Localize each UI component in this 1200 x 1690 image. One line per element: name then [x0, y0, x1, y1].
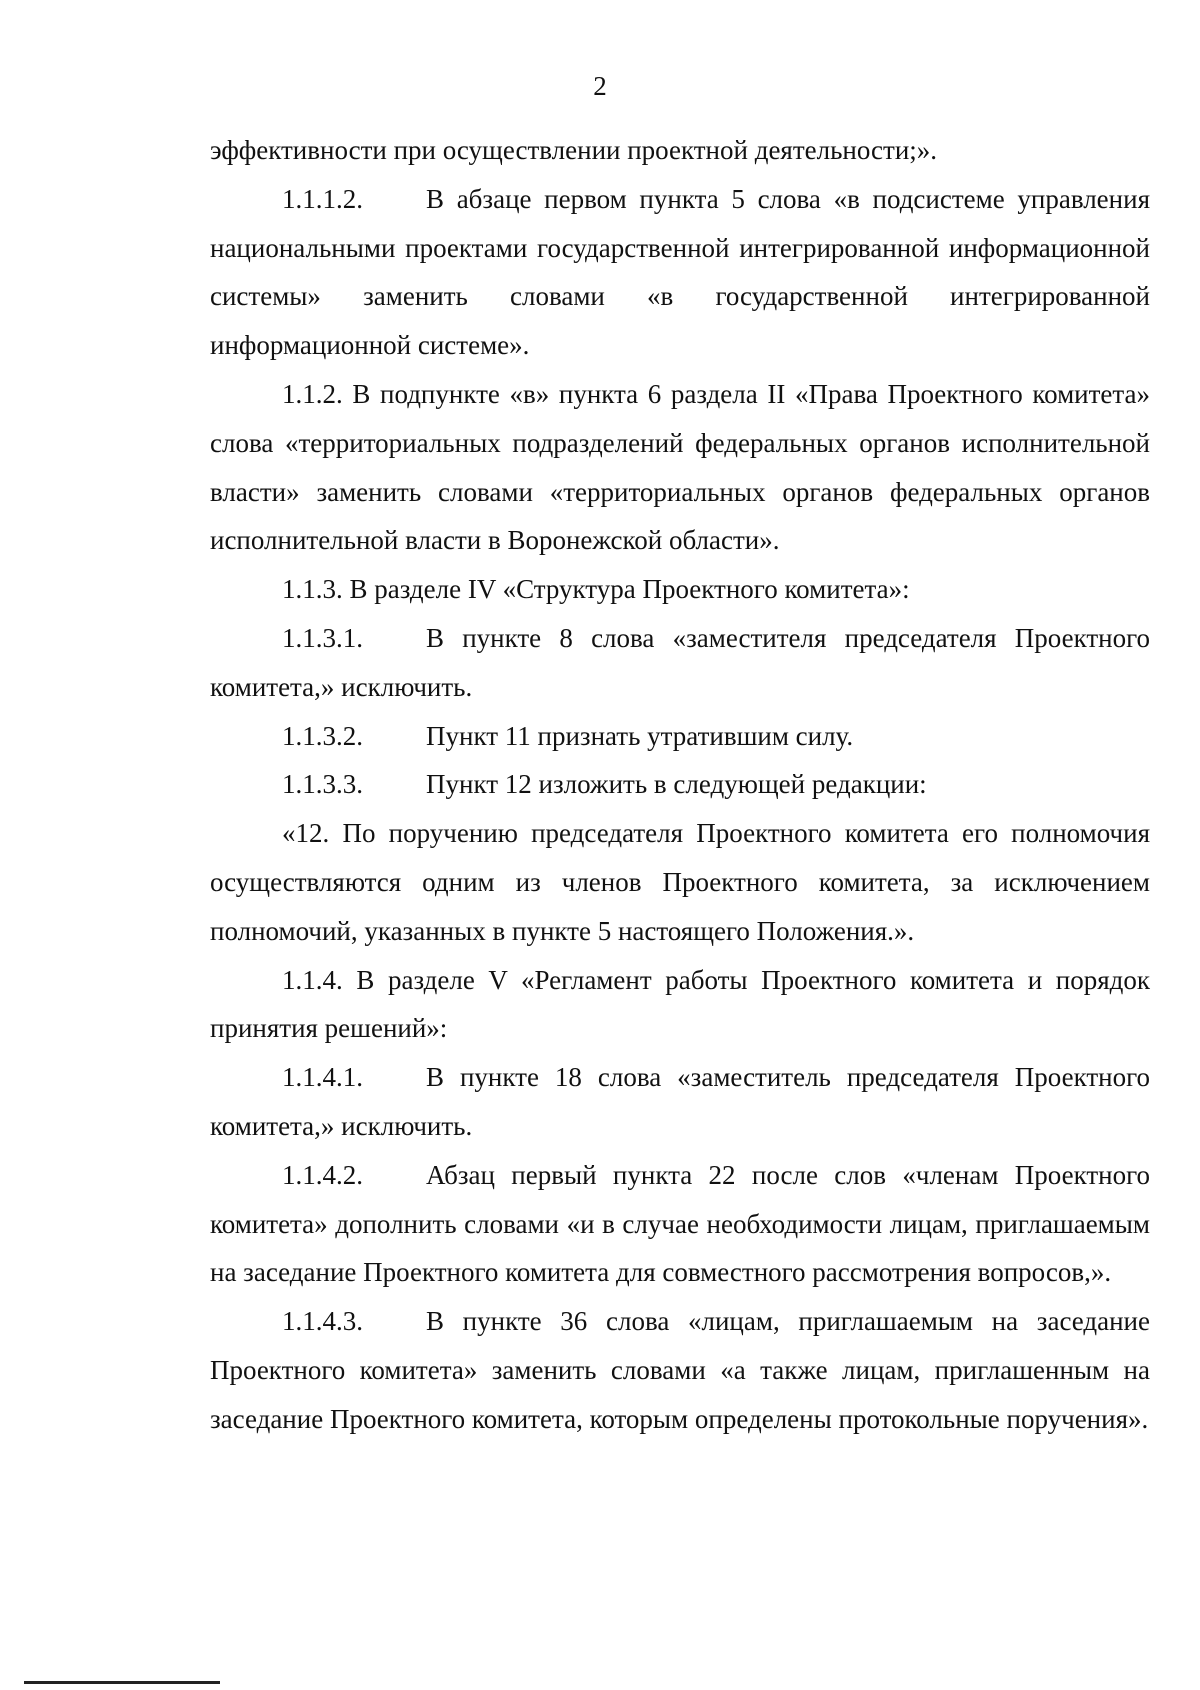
- paragraph-1-1-4: 1.1.4. В разделе V «Регламент работы Проектного комитета и порядок принятия решений»:: [210, 964, 1150, 1044]
- clause-text: В пункте 18 слова «заместитель председателя Проектного комитета,» исключить.: [210, 1062, 1150, 1141]
- clause-text: Пункт 12 изложить в следующей редакции:: [426, 769, 927, 800]
- clause-text: В пункте 36 слова «лицам, приглашаемым на заседание Проектного комитета» заменить словами «а также лицам, приглашенным на заседание Проектного комитета, которым определены протокольные поручения».: [210, 1306, 1150, 1434]
- document-body: [210, 126, 1150, 1444]
- clause-number: 1.1.1.2.: [282, 183, 363, 214]
- paragraph-1-1-4-3: [210, 1297, 1150, 1443]
- paragraph-1-1-3-3: [210, 760, 1150, 809]
- clause-text: Абзац первый пункта 22 после слов «членам Проектного комитета» дополнить словами «и в случае необходимости лицам, приглашаемым на заседание Проектного комитета для совместного рассмотрения вопросов,».: [210, 1159, 1150, 1288]
- paragraph-quoted-item-12: «12. По поручению председателя Проектного комитета его полномочия осуществляются одним из членов Проектного комитета, за исключением полномочий, указанных в пункте 5 настоящего Положения.».: [210, 818, 1150, 946]
- clause-number: 1.1.4.1.: [282, 1062, 363, 1093]
- clause-text: Пункт 11 признать утратившим силу.: [426, 720, 854, 751]
- clause-number: 1.1.4.2.: [282, 1159, 363, 1190]
- paragraph-1-1-2: 1.1.2. В подпункте «в» пункта 6 раздела II «Права Проектного комитета» слова «территориальных подразделений федеральных органов исполнительной власти» заменить словами «территориальных органов федеральных органов исполнительной власти в Воронежской области».: [210, 378, 1150, 556]
- paragraph-1-1-1-2: [210, 175, 1150, 370]
- clause-text: В абзаце первом пункта 5 слова «в подсистеме управления национальными проектами государственной интегрированной информационной системы» заменить словами «в государственной интегрированной информационной системе».: [210, 183, 1150, 361]
- clause-number: 1.1.4.3.: [282, 1306, 363, 1337]
- paragraph-1-1-3: 1.1.3. В разделе IV «Структура Проектного комитета»:: [282, 574, 910, 605]
- paragraph-1-1-3-2: [210, 712, 1150, 761]
- clause-number: 1.1.3.2.: [282, 720, 363, 751]
- clause-text: В пункте 8 слова «заместителя председателя Проектного комитета,» исключить.: [210, 622, 1150, 702]
- clause-number: 1.1.3.1.: [282, 622, 363, 653]
- footer-divider: [24, 1681, 220, 1684]
- paragraph-1-1-4-2: [210, 1151, 1150, 1297]
- clause-number: 1.1.3.3.: [282, 769, 363, 800]
- paragraph-1-1-3-1: [210, 614, 1150, 712]
- paragraph-continuation: эффективности при осуществлении проектной деятельности;».: [210, 135, 938, 165]
- page-number: 2: [593, 71, 607, 101]
- paragraph-1-1-4-1: [210, 1053, 1150, 1151]
